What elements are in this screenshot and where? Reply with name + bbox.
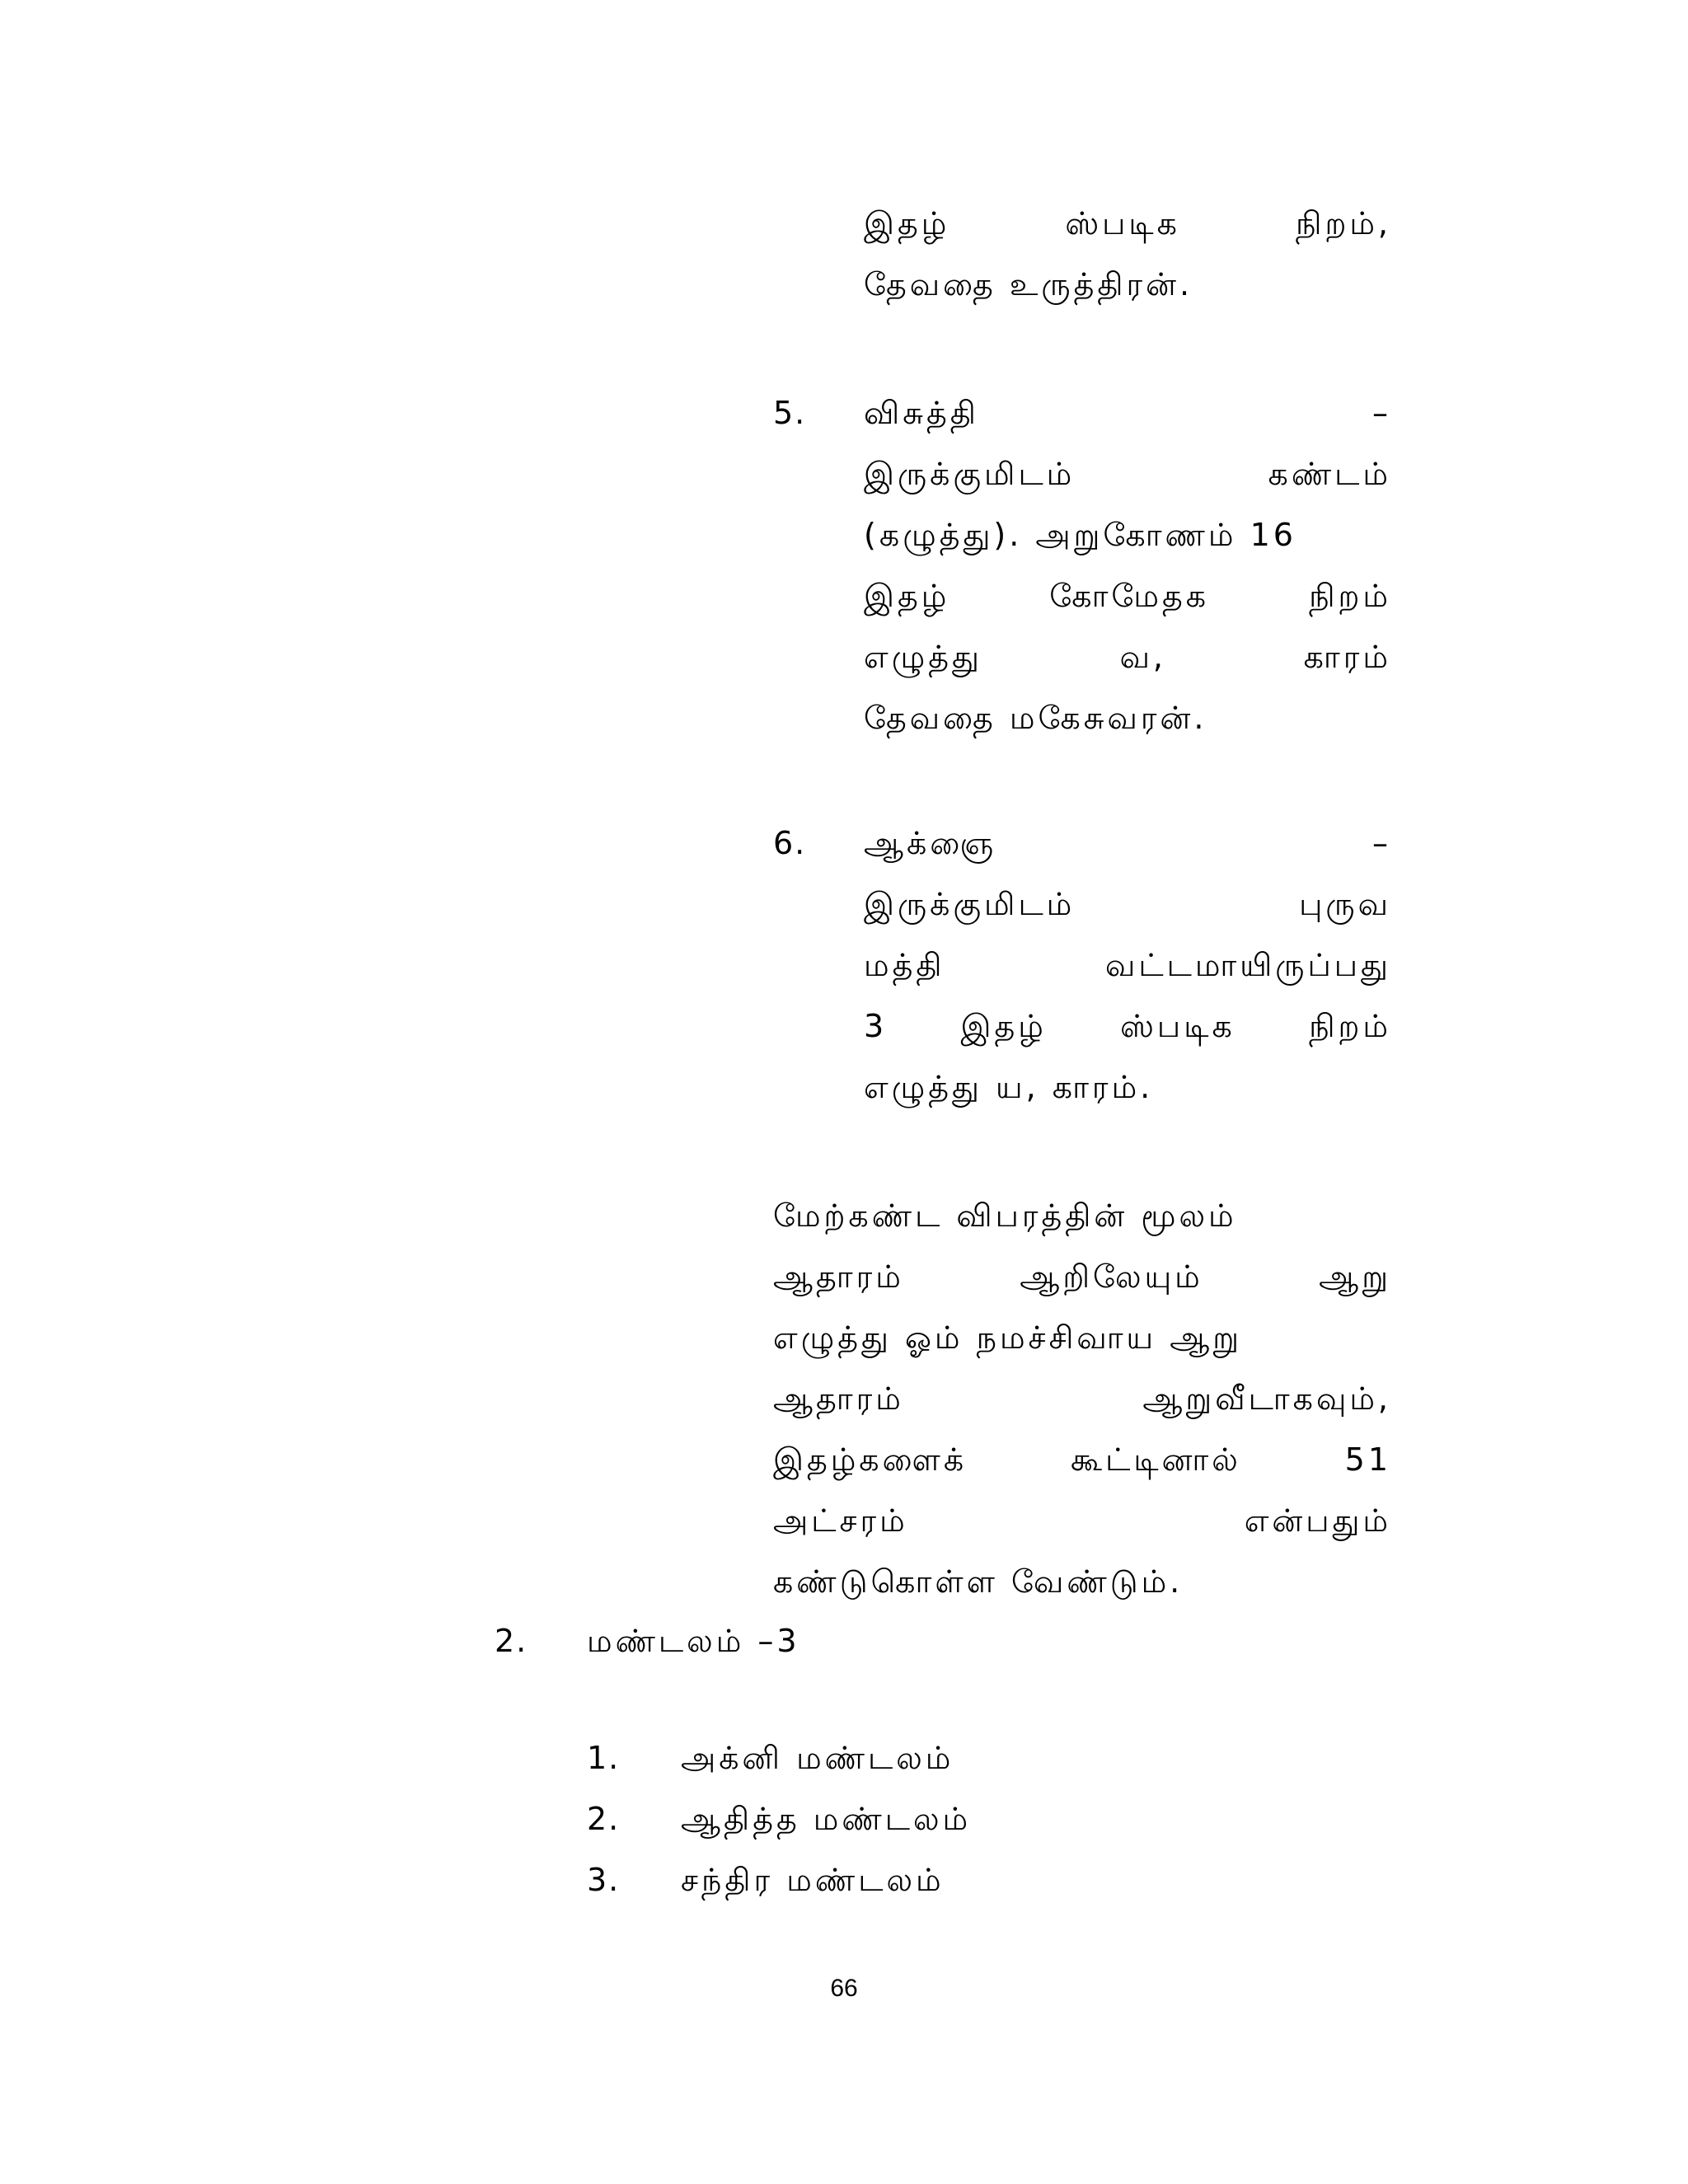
word: ஆதாரம் — [773, 1380, 904, 1417]
word: நிறம், — [1295, 205, 1391, 241]
item5-line-2: (கழுத்து). அறுகோணம் 16 — [864, 517, 1296, 553]
word: ஆதாரம் — [773, 1258, 904, 1295]
item5-number: 5. — [773, 395, 807, 431]
word: காரம் — [1303, 639, 1391, 675]
word: ஸ்படிக — [1120, 1008, 1236, 1044]
word: ஸ்படிக — [1065, 205, 1180, 241]
item6-line-4: எழுத்து ய, காரம். — [864, 1069, 1154, 1105]
item6-line-2 — [864, 949, 1391, 981]
word: இதழ் — [864, 578, 950, 614]
section2-item-1-label: அக்னி மண்டலம் — [681, 1740, 954, 1776]
word: இதழ்களைக் — [773, 1441, 968, 1478]
summary-line-5 — [773, 1441, 1391, 1478]
section2-item-3-number: 3. — [587, 1862, 621, 1898]
word: புருவ — [1299, 886, 1391, 922]
item6-heading — [864, 827, 1391, 859]
item5-title: விசுத்தி — [864, 395, 979, 431]
word: கோமேதக — [1049, 578, 1210, 614]
word: இதழ் — [864, 205, 950, 241]
item5-line-3 — [864, 580, 1391, 612]
word: ஆறு — [1319, 1258, 1391, 1295]
summary-line-3: எழுத்து ஓம் நமச்சிவாய ஆறு — [773, 1319, 1243, 1356]
word: வ, — [1119, 639, 1167, 675]
word: கூட்டினால் — [1070, 1441, 1241, 1478]
item5-dash: – — [1372, 395, 1391, 431]
section2-item-1-number: 1. — [587, 1740, 621, 1776]
block1-line-1 — [864, 205, 1391, 241]
summary-line-6 — [773, 1502, 1391, 1539]
word: நிறம் — [1309, 1008, 1391, 1044]
summary-line-7: கண்டுகொள்ள வேண்டும். — [773, 1563, 1184, 1600]
word: இருக்குமிடம் — [864, 886, 1076, 922]
item6-title: ஆக்ஞை — [864, 825, 997, 861]
item5-line-1 — [864, 458, 1391, 490]
summary-line-2 — [773, 1258, 1391, 1295]
item5-heading — [864, 397, 1391, 429]
word: ஆறிலேயும் — [1020, 1258, 1203, 1295]
block1-line-2: தேவதை உருத்திரன். — [864, 266, 1193, 302]
word: மத்தி — [864, 947, 945, 983]
word: வட்டமாயிருப்பது — [1104, 947, 1391, 983]
section2-title: மண்டலம் –3 — [587, 1623, 800, 1659]
word: என்பதும் — [1244, 1502, 1391, 1539]
word: கண்டம் — [1268, 456, 1391, 492]
section2-item-2-number: 2. — [587, 1801, 621, 1837]
word: ஆறுவீடாகவும், — [1142, 1380, 1391, 1417]
item5-line-5: தேவதை மகேசுவரன். — [864, 700, 1207, 736]
item5-line-4 — [864, 641, 1391, 673]
section2-item-3-label: சந்திர மண்டலம் — [681, 1862, 945, 1898]
word: எழுத்து — [864, 639, 982, 675]
item6-dash: – — [1372, 825, 1391, 861]
word: இதழ் — [960, 1008, 1047, 1044]
word: நிறம் — [1309, 578, 1391, 614]
item6-line-1 — [864, 888, 1391, 920]
item6-number: 6. — [773, 825, 807, 861]
section2-number: 2. — [495, 1623, 528, 1659]
summary-line-4 — [773, 1380, 1391, 1417]
item6-line-3 — [864, 1010, 1391, 1042]
summary-line-1: மேற்கண்ட விபரத்தின் மூலம் — [773, 1197, 1237, 1234]
word: அட்சரம் — [773, 1502, 908, 1539]
page-number: 66 — [830, 1975, 858, 2002]
word: 51 — [1344, 1441, 1391, 1478]
word: இருக்குமிடம் — [864, 456, 1076, 492]
word: 3 — [864, 1008, 888, 1044]
section2-item-2-label: ஆதித்த மண்டலம் — [681, 1801, 972, 1837]
